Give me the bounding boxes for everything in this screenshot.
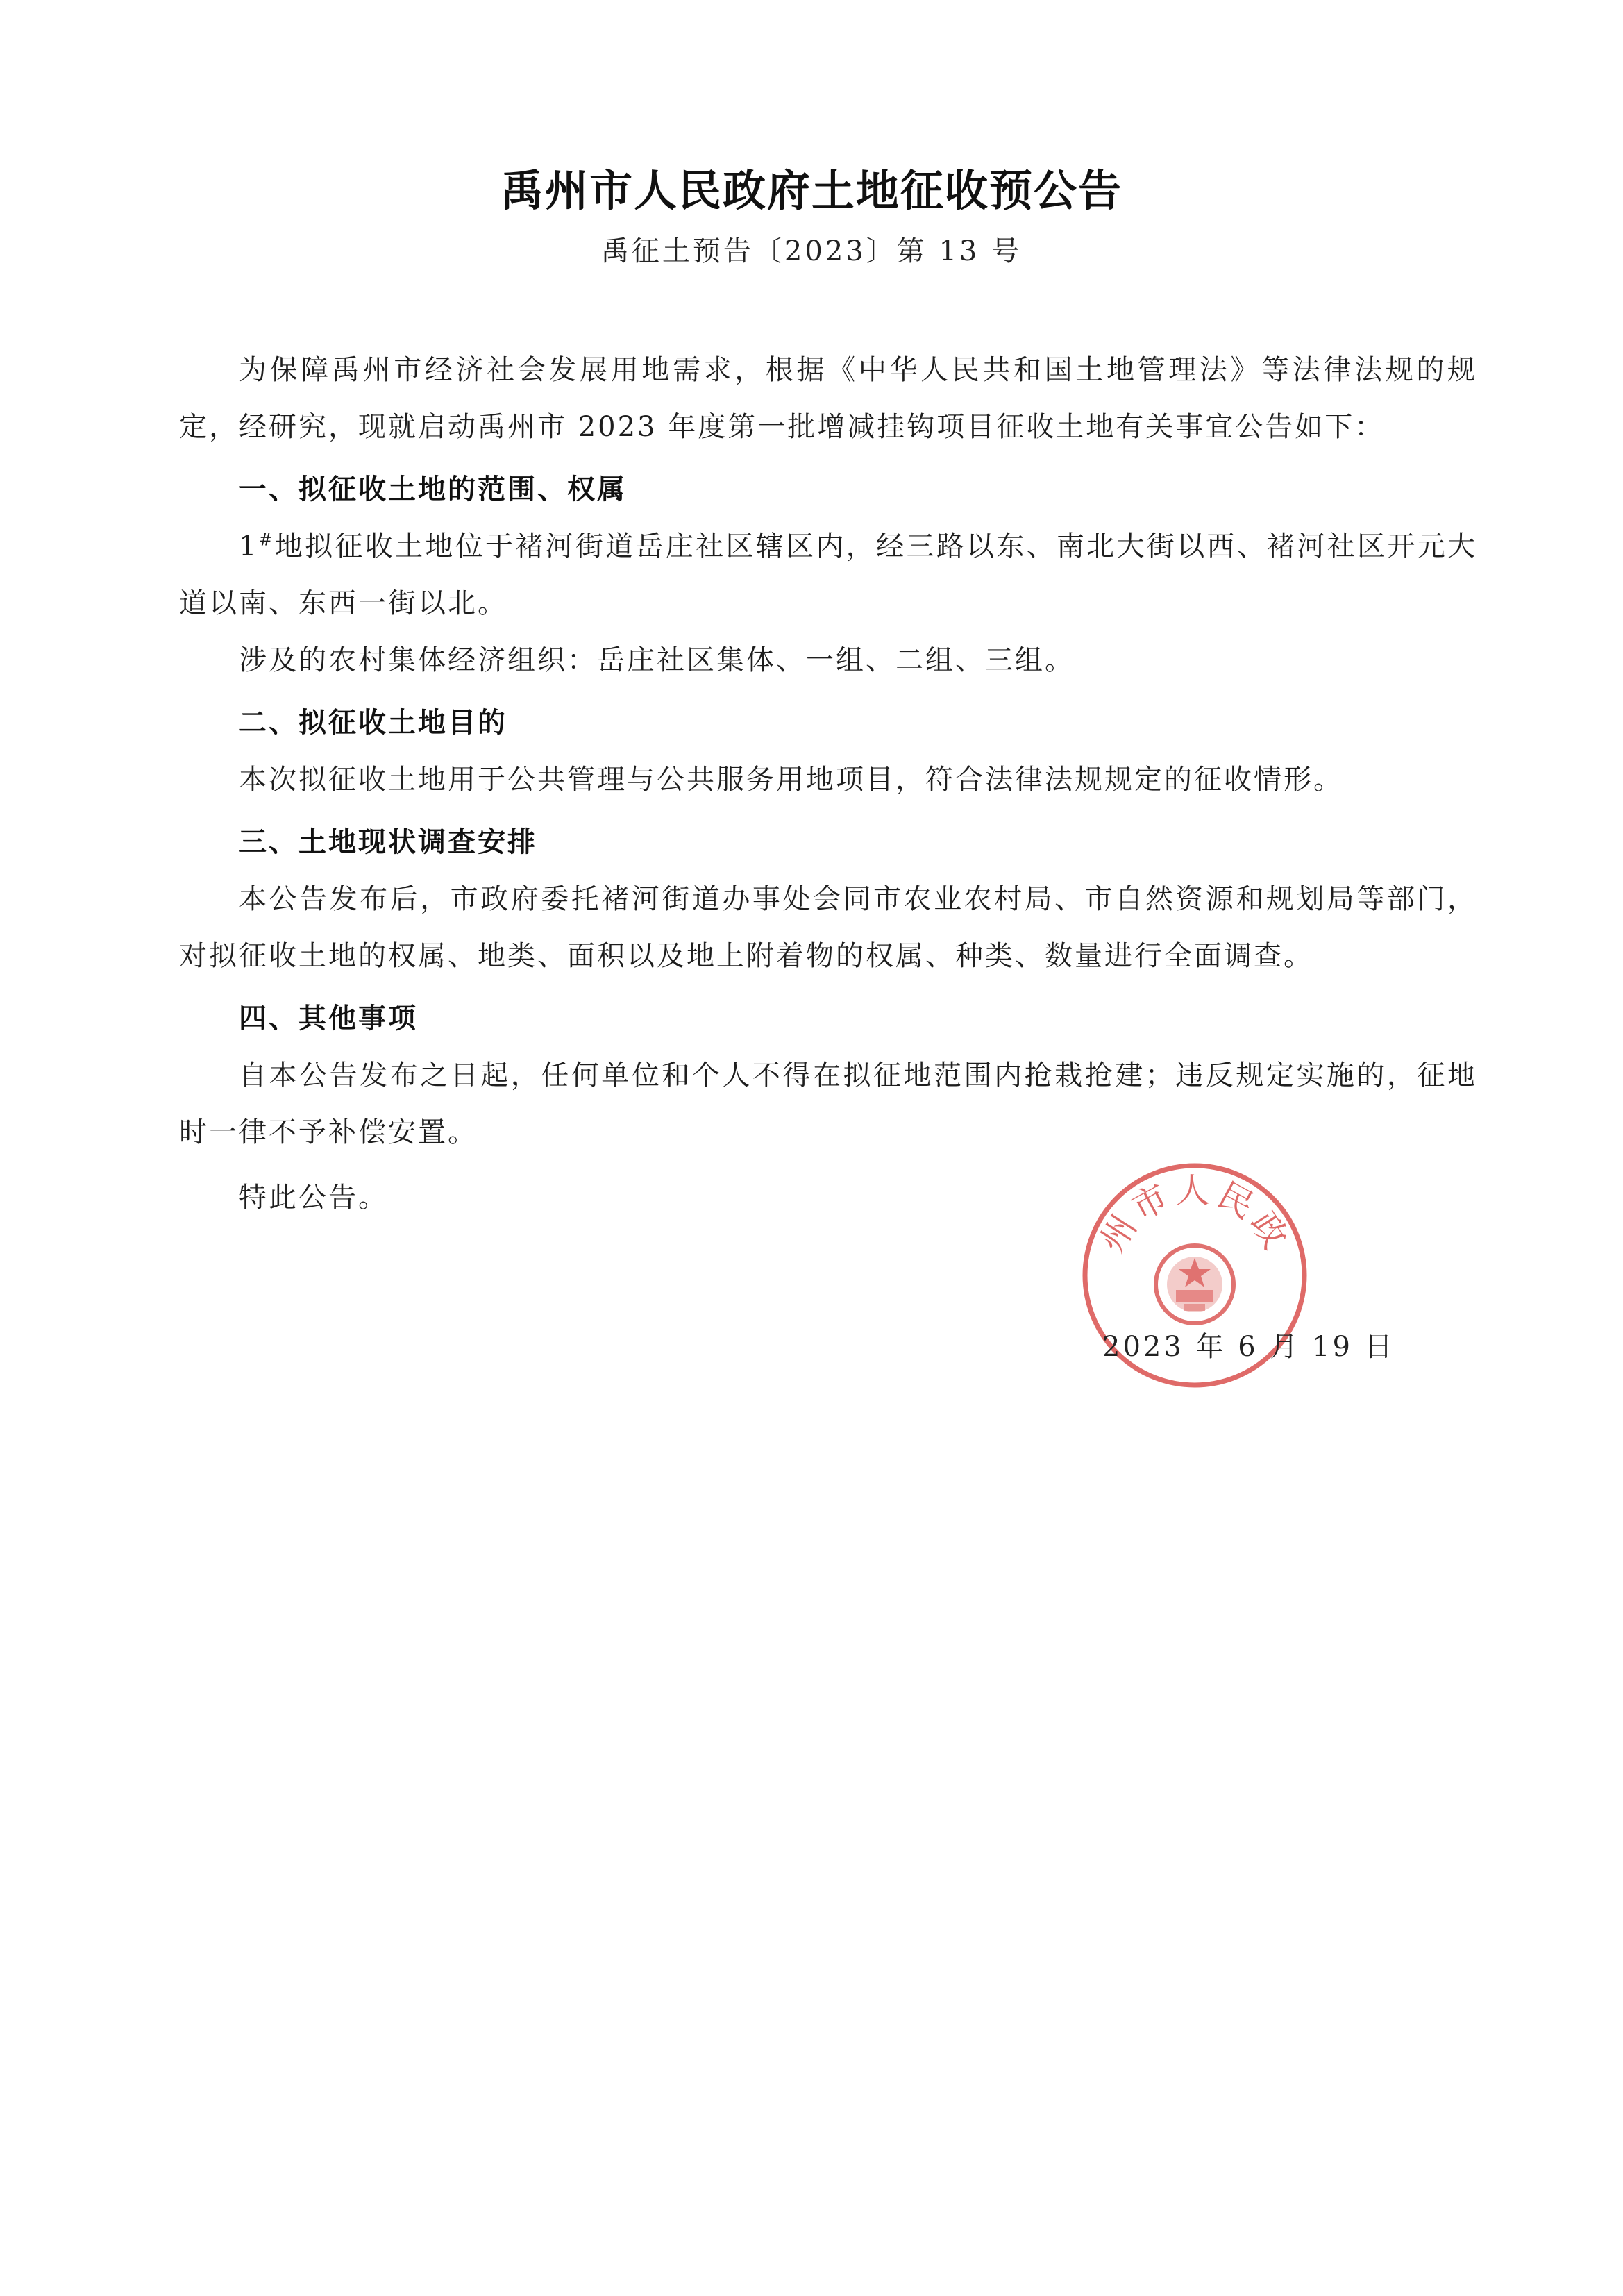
scope-location-text: 地拟征收土地位于褚河街道岳庄社区辖区内，经三路以东、南北大街以西、褚河社区开元大道以南、东西一街以北。 — [179, 530, 1477, 619]
purpose-paragraph: 本次拟征收土地用于公共管理与公共服务用地项目，符合法律法规规定的征收情形。 — [239, 764, 1343, 796]
document-number: 禹征土预告〔2023〕第 13 号 — [600, 235, 1023, 267]
section-heading-other: 四、其他事项 — [239, 1003, 418, 1034]
section-heading-purpose: 二、拟征收土地目的 — [239, 707, 507, 739]
closing-line: 特此公告。 — [239, 1182, 388, 1214]
seal-text: 州市人民政 — [1091, 1170, 1298, 1259]
document-title: 禹州市人民政府土地征收预公告 — [500, 165, 1122, 216]
section-heading-survey: 三、土地现状调查安排 — [239, 826, 537, 858]
scope-owners-paragraph: 涉及的农村集体经济组织：岳庄社区集体、一组、二组、三组。 — [239, 644, 1075, 676]
other-paragraph: 自本公告发布之日起，任何单位和个人不得在拟征地范围内抢栽抢建；违反规定实施的，征地时一律不予补偿安置。 — [179, 1059, 1477, 1148]
scope-location-paragraph — [179, 518, 1477, 632]
survey-paragraph: 本公告发布后，市政府委托褚河街道办事处会同市农业农村局、市自然资源和规划局等部门，对拟征收土地的权属、地类、面积以及地上附着物的权属、种类、数量进行全面调查。 — [179, 883, 1477, 972]
document-date: 2023 年 6 月 19 日 — [1102, 1331, 1395, 1363]
plot-number: 1 — [239, 530, 259, 562]
national-emblem-icon — [1156, 1246, 1234, 1323]
intro-paragraph: 为保障禹州市经济社会发展用地需求，根据《中华人民共和国土地管理法》等法律法规的规定，经研究，现就启动禹州市 2023 年度第一批增减挂钩项目征收土地有关事宜公告如下： — [179, 354, 1477, 443]
document-body — [179, 342, 1477, 1226]
plot-number-mark: # — [258, 530, 275, 550]
section-heading-scope: 一、拟征收土地的范围、权属 — [239, 474, 627, 505]
